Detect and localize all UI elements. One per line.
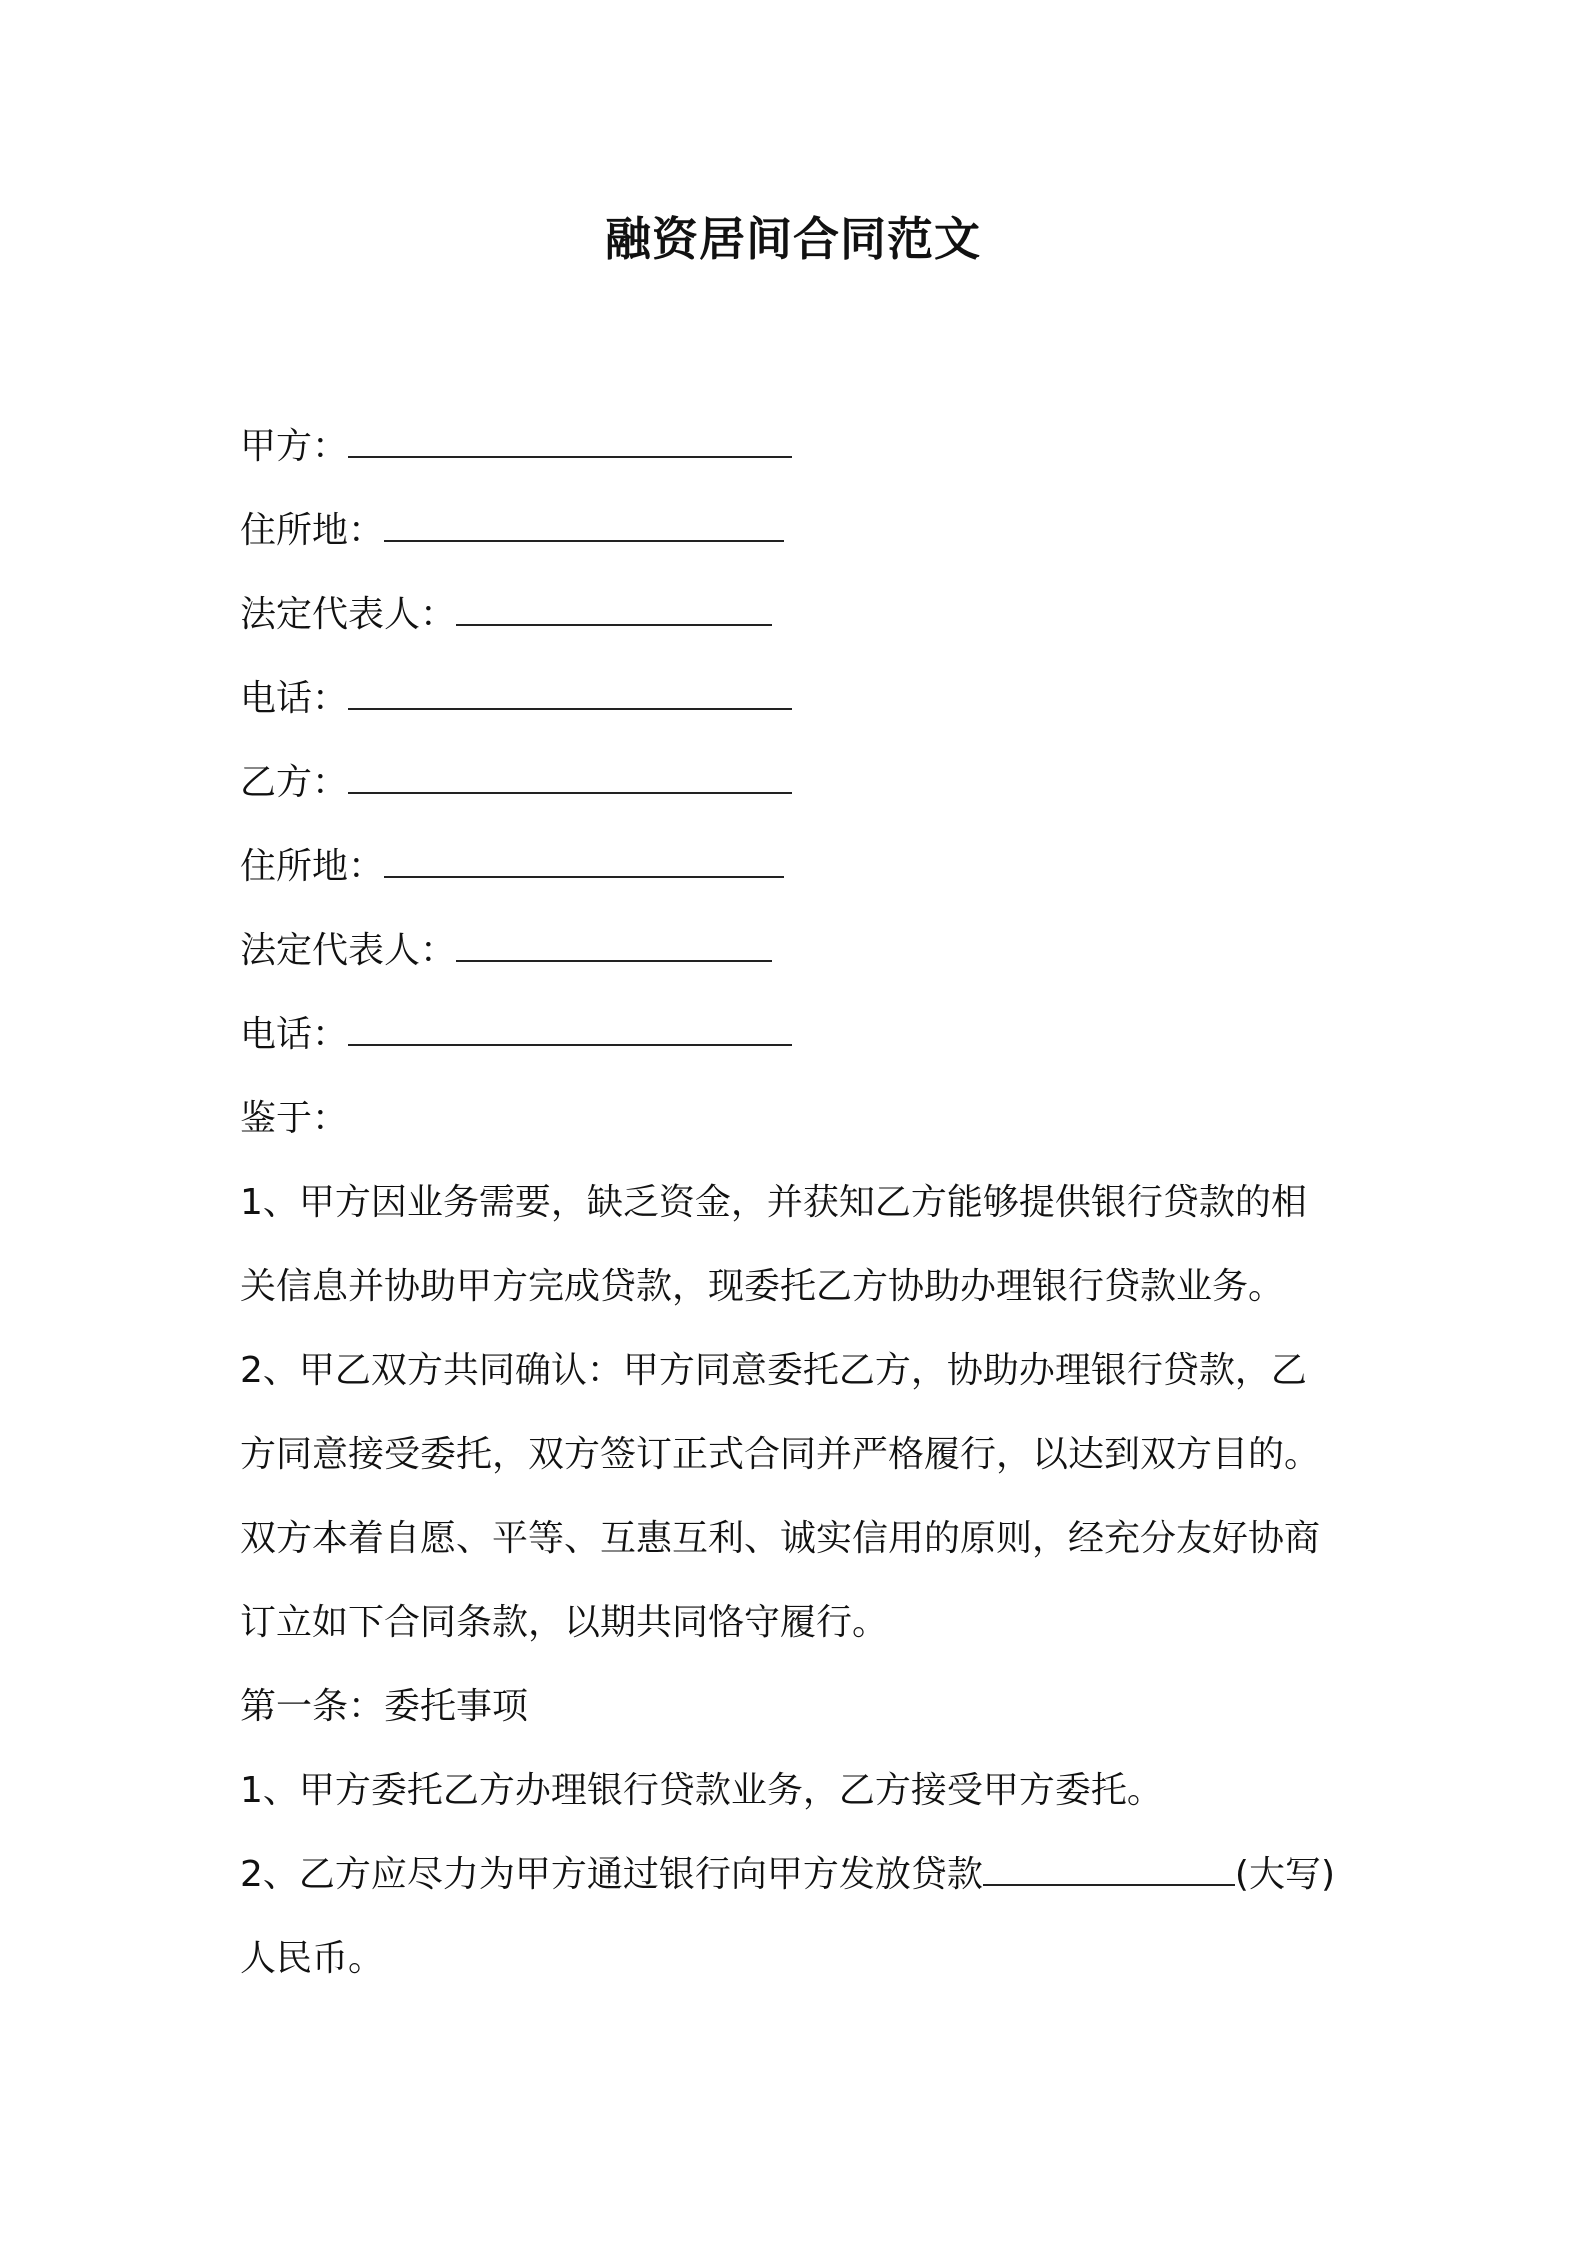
party-a-label: 甲方： [240, 426, 349, 467]
party-b-label: 乙方： [240, 762, 349, 803]
party-b-legal-rep-line [240, 909, 1360, 993]
party-a-address-label: 住所地： [240, 510, 385, 551]
party-b-phone-blank [348, 1014, 792, 1046]
party-a-blank [348, 426, 792, 458]
party-b-phone-line [240, 993, 1360, 1077]
party-b-address-blank [384, 846, 784, 878]
document-body [240, 405, 1360, 2001]
document-title: 融资居间合同范文 [605, 212, 981, 266]
party-b-legal-rep-blank [456, 930, 772, 962]
loan-amount-blank [983, 1854, 1235, 1886]
party-b-address-line [240, 825, 1360, 909]
party-a-legal-rep-label: 法定代表人： [240, 594, 457, 635]
party-a-phone-blank [348, 678, 792, 710]
party-a-address-line [240, 489, 1360, 573]
article-1-item-1: 1、甲方委托乙方办理银行贷款业务，乙方接受甲方委托。 [240, 1770, 1163, 1811]
paragraph-line: 双方本着自愿、平等、互惠互利、诚实信用的原则，经充分友好协商 [240, 1518, 1321, 1559]
article-1-item-2 [240, 1833, 1360, 1917]
paragraph-line: 关信息并协助甲方完成贷款，现委托乙方协助办理银行贷款业务。 [240, 1266, 1285, 1307]
paragraph-line: 订立如下合同条款，以期共同恪守履行。 [240, 1602, 889, 1643]
paragraph-line: 1、甲方因业务需要，缺乏资金，并获知乙方能够提供银行贷款的相 [240, 1182, 1307, 1223]
party-b-blank [348, 762, 792, 794]
article-1-item-2-prefix: 2、乙方应尽力为甲方通过银行向甲方发放贷款 [240, 1854, 983, 1895]
party-b-address-label: 住所地： [240, 846, 385, 887]
party-a-legal-rep-blank [456, 594, 772, 626]
article-1-heading: 第一条：委托事项 [240, 1686, 529, 1727]
party-b-phone-label: 电话： [240, 1014, 349, 1055]
party-a-address-blank [384, 510, 784, 542]
party-b-line [240, 741, 1360, 825]
article-1-item-2-continuation: 人民币。 [240, 1938, 385, 1979]
party-a-legal-rep-line [240, 573, 1360, 657]
article-1-item-2-suffix: (大写) [1234, 1854, 1335, 1895]
party-a-phone-label: 电话： [240, 678, 349, 719]
paragraph-line: 2、甲乙双方共同确认：甲方同意委托乙方，协助办理银行贷款，乙 [240, 1350, 1307, 1391]
paragraph-line: 方同意接受委托，双方签订正式合同并严格履行，以达到双方目的。 [240, 1434, 1321, 1475]
party-a-line [240, 405, 1360, 489]
party-a-phone-line [240, 657, 1360, 741]
party-b-legal-rep-label: 法定代表人： [240, 930, 457, 971]
whereas-label: 鉴于： [240, 1098, 349, 1139]
